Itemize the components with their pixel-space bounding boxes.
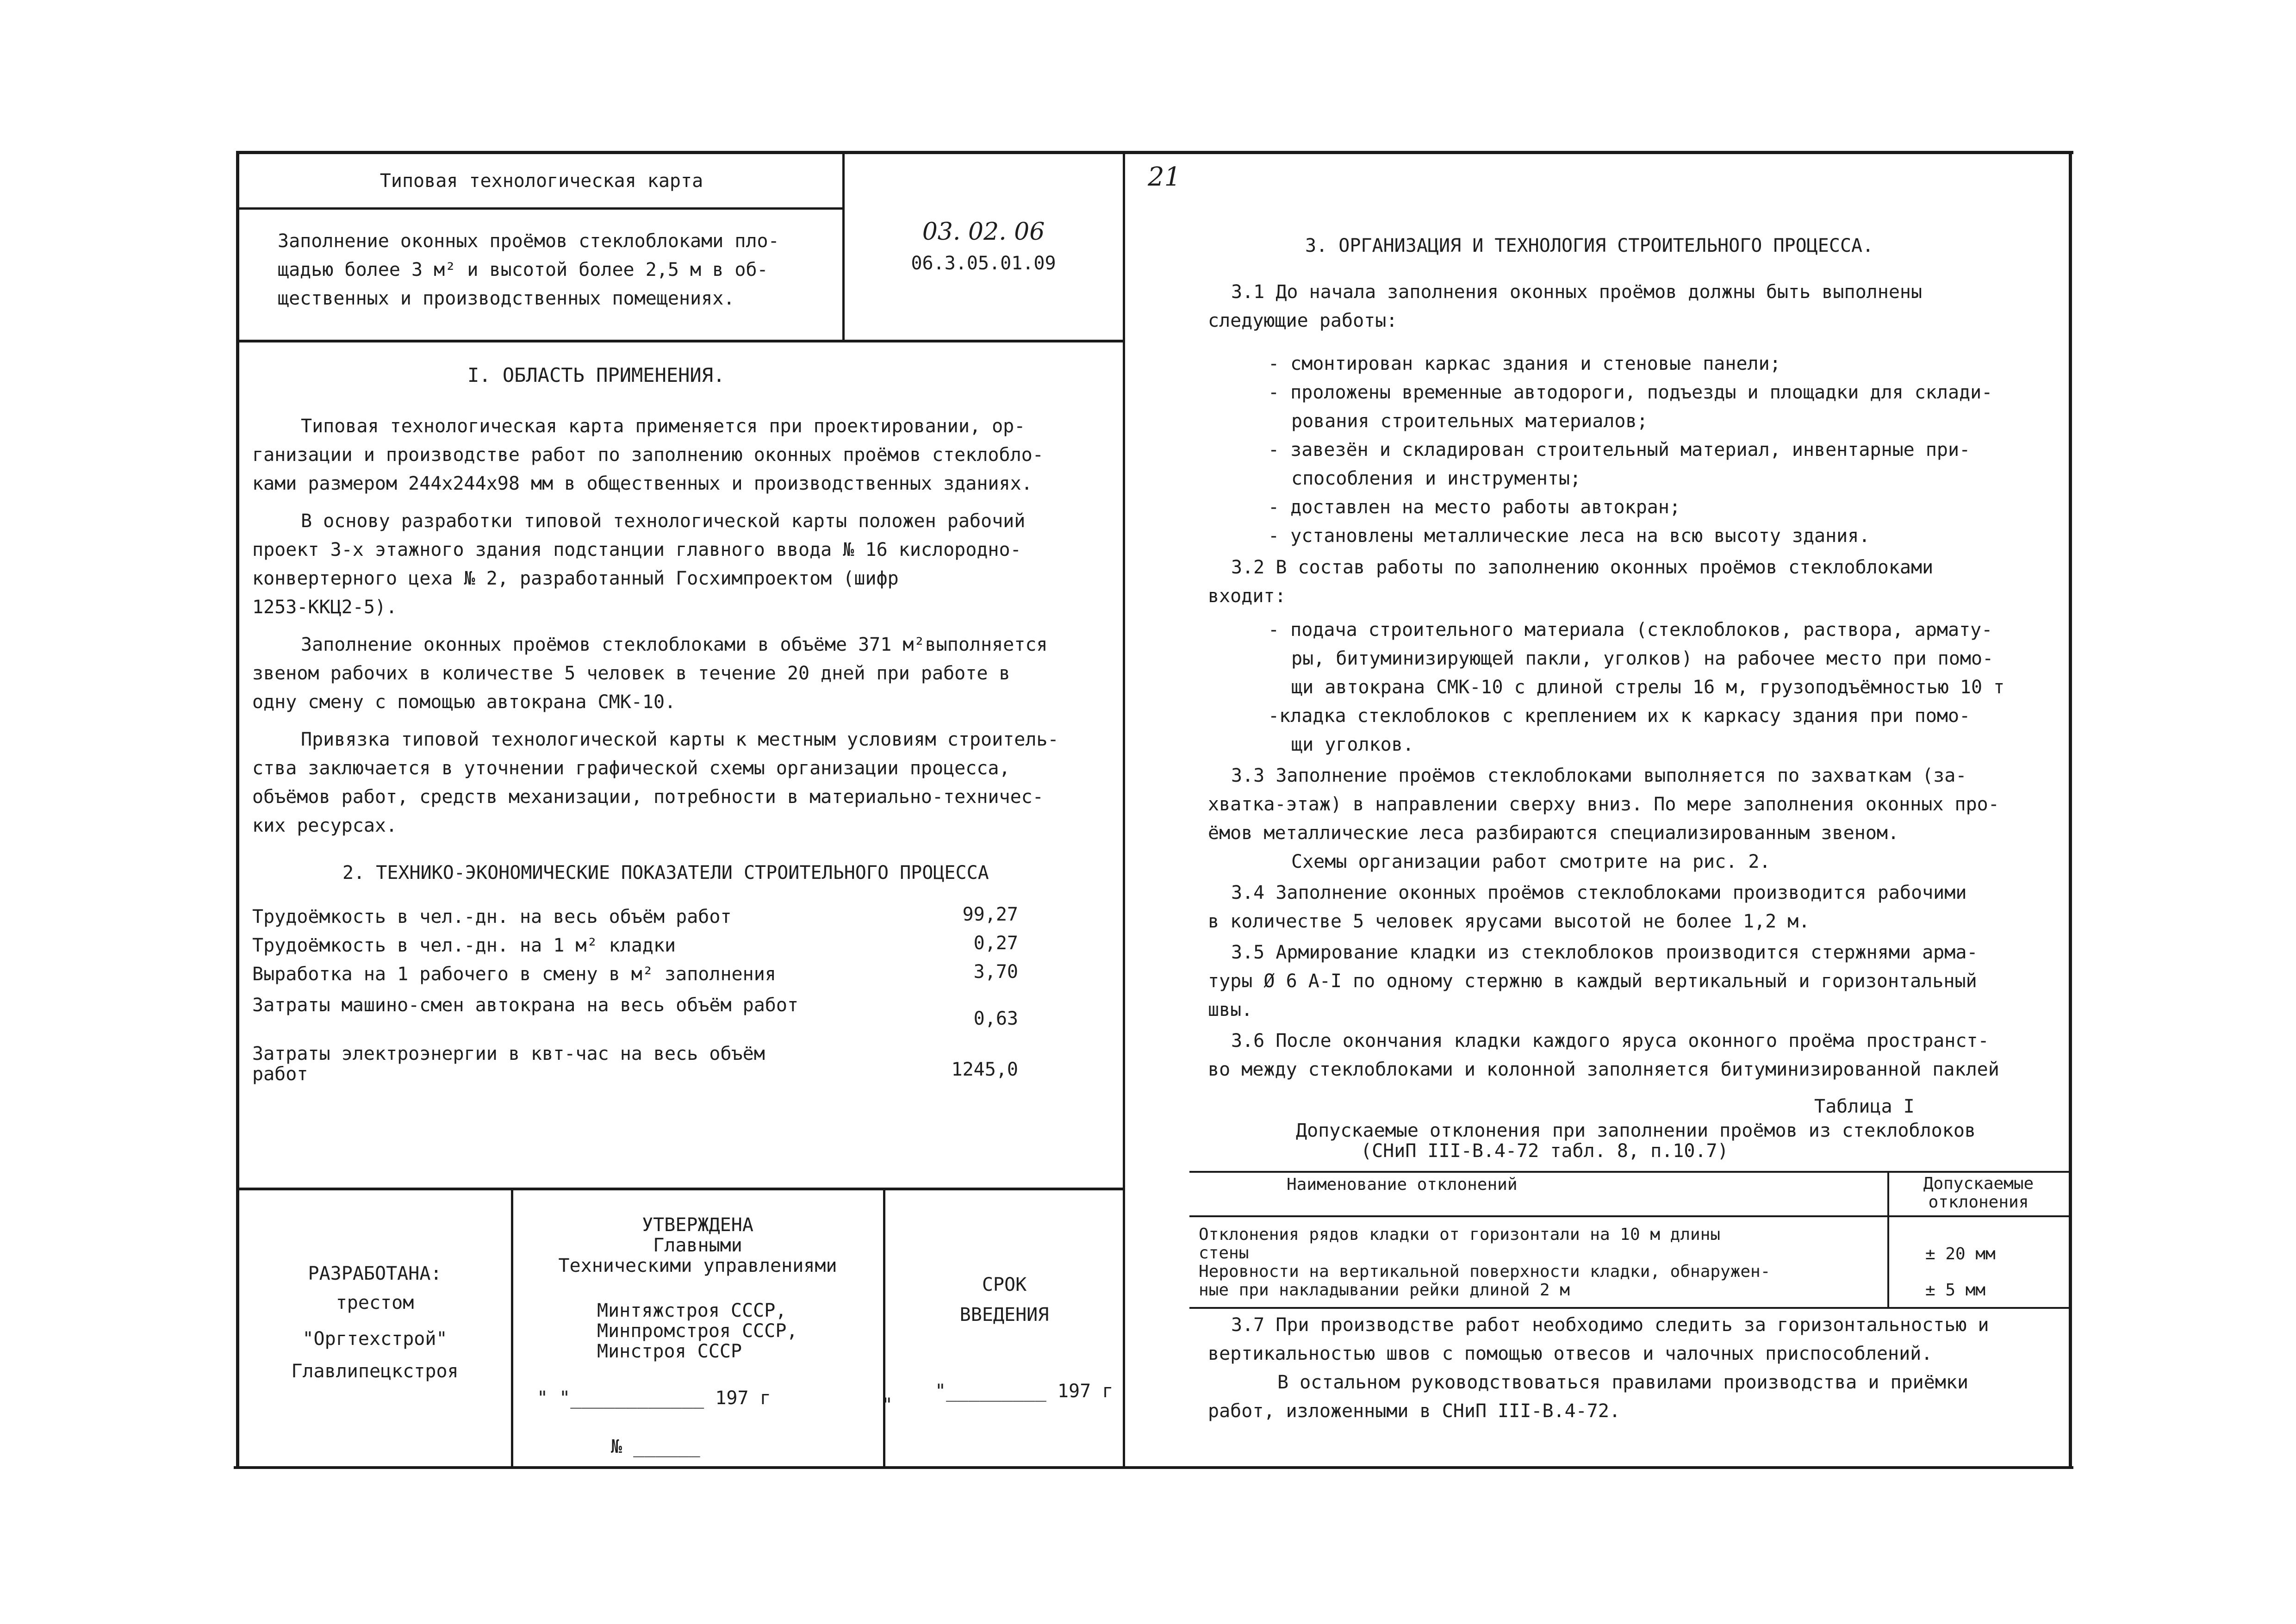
table-column-divider xyxy=(1887,1171,1889,1309)
section3-end-line: 3.7 При производстве работ необходимо следить за горизонтальностью и xyxy=(1231,1314,1989,1336)
table-col1-header: Наименование отклонений xyxy=(1287,1175,1518,1194)
indicator-label: Затраты электроэнергии в квт-час на весь объём работ xyxy=(252,1043,765,1085)
frame-top xyxy=(239,151,2073,154)
indicator-value: 0,27 xyxy=(973,933,1018,954)
table-title: Допускаемые отклонения при заполнении проёмов из стеклоблоков xyxy=(1296,1120,1976,1141)
section2-title: 2. ТЕХНИКО-ЭКОНОМИЧЕСКИЕ ПОКАЗАТЕЛИ СТРОИТЕЛЬНОГО ПРОЦЕССА xyxy=(342,862,989,884)
table-row-text: Неровности на вертикальной поверхности кладки, обнаружен- xyxy=(1199,1262,1771,1281)
section1-line: ких ресурсах. xyxy=(252,815,398,836)
frame-left xyxy=(236,151,239,1468)
table-row-text: Отклонения рядов кладки от горизонтали на 10 м длины xyxy=(1199,1225,1721,1244)
section3-line: ры, битуминизирующей пакли, уголков) на рабочее место при помо- xyxy=(1291,648,1994,669)
section3-line: во между стеклоблоками и колонной заполняется битуминизированной паклей xyxy=(1208,1059,1999,1080)
section3-line: рования строительных материалов; xyxy=(1291,411,1648,432)
section1-line: ками размером 244x244x98 мм в общественных и производственных зданиях. xyxy=(252,473,1033,494)
section3-line: - доставлен на место работы автокран; xyxy=(1268,497,1681,518)
indicator-value: 1245,0 xyxy=(951,1059,1018,1080)
ministry-line: Минстроя СССР xyxy=(597,1341,742,1362)
section3-line: 3.5 Армирование кладки из стеклоблоков производится стержнями арма- xyxy=(1231,942,1978,963)
section3-line: входит: xyxy=(1208,585,1286,607)
section3-line: Схемы организации работ смотрите на рис. 2. xyxy=(1291,851,1771,872)
table-label: Таблица I xyxy=(1814,1096,1915,1117)
section1-line: ства заключается в уточнении графической схемы организации процесса, xyxy=(252,758,1010,779)
card-type-label: Типовая технологическая карта xyxy=(380,170,703,192)
term-line: СРОК xyxy=(982,1274,1027,1295)
section3-line: - завезён и складирован строительный материал, инвентарные при- xyxy=(1268,439,1971,460)
section3-line: хватка-этаж) в направлении сверху вниз. По мере заполнения оконных про- xyxy=(1208,794,1999,815)
term-date: "_________ 197 г xyxy=(935,1381,1114,1402)
indicator-value: 0,63 xyxy=(973,1008,1018,1029)
section3-line: швы. xyxy=(1208,999,1253,1020)
card-title-line: щественных и производственных помещениях. xyxy=(278,288,735,309)
card-title-line: Заполнение оконных проёмов стеклоблоками пло- xyxy=(278,230,779,252)
table-col2-header: отклонения xyxy=(1928,1193,2029,1212)
section3-line: 3.1 До начала заполнения оконных проёмов должны быть выполнены xyxy=(1231,281,1923,303)
approved-date: " "____________ 197 г xyxy=(537,1388,771,1409)
footer-top-line xyxy=(239,1188,1124,1190)
section3-line: - проложены временные автодороги, подъезды и площадки для склади- xyxy=(1268,382,1993,403)
table-row-text: стены xyxy=(1199,1244,1249,1263)
card-title-line: щадью более 3 м² и высотой более 2,5 м в об- xyxy=(278,259,768,280)
section1-line: одну смену с помощью автокрана СМК-10. xyxy=(252,691,676,713)
section1-line: конвертерного цеха № 2, разработанный Госхимпроектом (шифр xyxy=(252,568,899,589)
indicator-label: Выработка на 1 рабочего в смену в м² заполнения xyxy=(252,964,776,985)
section3-line: туры Ø 6 А-I по одному стержню в каждый вертикальный и горизонтальный xyxy=(1208,971,1977,992)
section3-line: следующие работы: xyxy=(1208,310,1398,331)
header-divider-vertical xyxy=(842,151,845,342)
page-center-line xyxy=(1123,151,1125,1468)
card-title xyxy=(278,227,779,313)
term-line: ВВЕДЕНИЯ xyxy=(959,1304,1049,1325)
table-col2-header: Допускаемые xyxy=(1923,1174,2034,1193)
approved-sign: № ______ xyxy=(611,1436,700,1457)
section3-line: - подача строительного материала (стеклоблоков, раствора, армату- xyxy=(1268,619,1993,641)
section1-line: звеном рабочих в количестве 5 человек в течение 20 дней при работе в xyxy=(252,663,1010,684)
section3-line: 3.6 После окончания кладки каждого яруса оконного проёма пространст- xyxy=(1231,1030,1989,1052)
section3-line: 3.2 В состав работы по заполнению оконных проёмов стеклоблоками xyxy=(1231,557,1934,578)
section3-line: -кладка стеклоблоков с креплением их к каркасу здания при помо- xyxy=(1268,705,1971,727)
developer-line: трестом xyxy=(336,1292,414,1313)
indicator-value: 3,70 xyxy=(973,961,1018,983)
footer-divider-1 xyxy=(511,1188,513,1468)
footer-divider-2 xyxy=(883,1188,885,1468)
section1-title: I. ОБЛАСТЬ ПРИМЕНЕНИЯ. xyxy=(467,364,725,386)
quote-mark: " xyxy=(882,1394,893,1416)
section3-line: в количестве 5 человек ярусами высотой не более 1,2 м. xyxy=(1208,911,1810,932)
card-code-handwritten: 03. 02. 06 xyxy=(922,218,1045,246)
section3-title: 3. ОРГАНИЗАЦИЯ И ТЕХНОЛОГИЯ СТРОИТЕЛЬНОГО ПРОЦЕССА. xyxy=(1305,235,1874,256)
section1-line: Заполнение оконных проёмов стеклоблоками в объёме 371 м²выполняется xyxy=(301,634,1048,655)
developer-line: "Оргтехстрой" xyxy=(302,1328,448,1350)
approved-line: Главными xyxy=(653,1235,742,1256)
indicator-label: Затраты машино-смен автокрана на весь объём работ xyxy=(252,995,799,1016)
ministry-line: Минпромстроя СССР, xyxy=(597,1320,798,1342)
section3-line: - установлены металлические леса на всю высоту здания. xyxy=(1268,525,1870,547)
section1-line: Типовая технологическая карта применяется при проектировании, ор- xyxy=(301,416,1026,437)
ministry-line: Минтяжстроя СССР, xyxy=(597,1300,787,1321)
section1-line: 1253-ККЦ2-5). xyxy=(252,597,398,618)
section1-line: проект 3-х этажного здания подстанции главного ввода № 16 кислородно- xyxy=(252,539,1021,560)
section1-line: Привязка типовой технологической карты к местным условиям строитель- xyxy=(301,729,1059,750)
table-row-text: ные при накладывании рейки длиной 2 м xyxy=(1199,1281,1570,1300)
approved-line: УТВЕРЖДЕНА xyxy=(642,1214,753,1236)
indicator-value: 99,27 xyxy=(962,904,1018,925)
section3-end-line: вертикальностью швов с помощью отвесов и чалочных приспособлений. xyxy=(1208,1343,1933,1364)
section3-line: ёмов металлические леса разбираются специализированным звеном. xyxy=(1208,822,1899,844)
header-divider-horizontal xyxy=(239,207,844,210)
approved-line: Техническими управлениями xyxy=(558,1255,837,1276)
section3-line: 3.4 Заполнение оконных проёмов стеклоблоками производится рабочими xyxy=(1231,882,1967,903)
section3-line: щи автокрана СМК-10 с длиной стрелы 16 м, грузоподъёмностью 10 т xyxy=(1291,677,2005,698)
section3-line: щи уголков. xyxy=(1291,734,1414,755)
card-code: 06.3.05.01.09 xyxy=(911,253,1056,274)
section1-line: ганизации и производстве работ по заполнению оконных проёмов стеклобло- xyxy=(252,444,1044,466)
table-row-value: ± 5 мм xyxy=(1925,1281,1986,1300)
table-top-line xyxy=(1189,1171,2069,1173)
section1-line: объёмов работ, средств механизации, потребности в материально-техничес- xyxy=(252,786,1044,808)
table-bottom-line xyxy=(1189,1307,2069,1309)
header-bottom-line xyxy=(239,340,1124,342)
section3-line: способления и инструменты; xyxy=(1291,468,1581,489)
section3-end-line: В остальном руководствоваться правилами производства и приёмки xyxy=(1277,1372,1969,1393)
table-row-value: ± 20 мм xyxy=(1925,1244,1996,1263)
frame-bottom xyxy=(234,1466,2073,1469)
frame-right xyxy=(2069,151,2072,1468)
table-subtitle: (СНиП III-В.4-72 табл. 8, п.10.7) xyxy=(1361,1140,1729,1162)
section3-end-line: работ, изложенными в СНиП III-В.4-72. xyxy=(1208,1400,1621,1422)
page-number: 21 xyxy=(1148,162,1181,192)
section1-line: В основу разработки типовой технологической карты положен рабочий xyxy=(301,510,1026,532)
section3-line: - смонтирован каркас здания и стеновые панели; xyxy=(1268,353,1781,374)
developer-line: Главлипецкстроя xyxy=(291,1361,459,1382)
table-header-line xyxy=(1189,1215,2069,1217)
section3-line: 3.3 Заполнение проёмов стеклоблоками выполняется по захваткам (за- xyxy=(1231,765,1967,786)
indicator-label: Трудоёмкость в чел.-дн. на весь объём работ xyxy=(252,906,732,927)
developer-line: РАЗРАБОТАНА: xyxy=(308,1263,442,1284)
indicator-label: Трудоёмкость в чел.-дн. на 1 м² кладки xyxy=(252,935,676,956)
